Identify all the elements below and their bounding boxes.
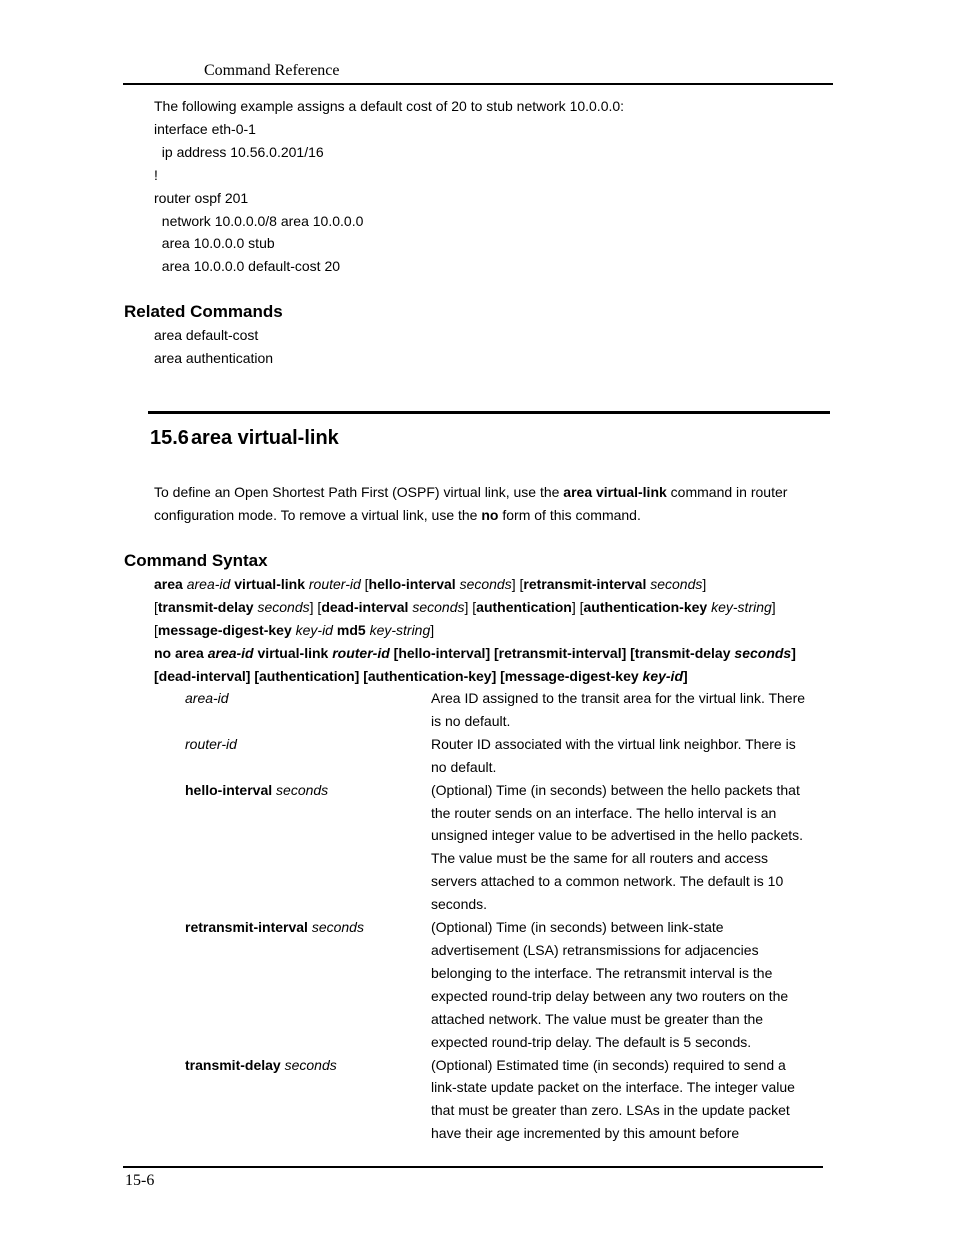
related-command-item: area default-cost — [154, 327, 259, 343]
code-line: area 10.0.0.0 default-cost 20 — [154, 258, 341, 275]
section-description: To define an Open Shortest Path First (OSPF) virtual link, use the area virtual-link command in router configuration mode. To remove a virtual link, use the no form of this command. — [154, 484, 788, 523]
code-line: interface eth-0-1 — [154, 120, 256, 137]
section-rule — [148, 411, 830, 414]
parameter-row — [185, 733, 831, 779]
syntax-line: [transmit-delay seconds] [dead-interval seconds] [authentication] [authentication-key key-string] — [154, 598, 776, 615]
section-title — [150, 427, 339, 450]
syntax-line: area area-id virtual-link router-id [hello-interval seconds] [retransmit-interval seconds] — [154, 576, 707, 592]
parameter-table — [185, 687, 831, 1145]
parameter-description: Area ID assigned to the transit area for the virtual link. There is no default. — [431, 690, 806, 729]
page-number: 15-6 — [125, 1172, 155, 1189]
running-header: Command Reference — [204, 62, 340, 79]
code-line: ! — [154, 166, 158, 183]
parameter-row — [185, 916, 831, 1053]
parameter-row — [185, 779, 831, 916]
example-block — [154, 95, 624, 278]
syntax-line: no area area-id virtual-link router-id [hello-interval] [retransmit-interval] [transmit-delay seconds] — [154, 644, 796, 661]
code-line: area 10.0.0.0 stub — [154, 235, 275, 252]
parameter-row — [185, 687, 831, 733]
code-line: network 10.0.0.0/8 area 10.0.0.0 — [154, 212, 364, 229]
related-command-item: area authentication — [154, 349, 274, 366]
footer-rule — [123, 1166, 823, 1168]
parameter-description: (Optional) Estimated time (in seconds) required to send a link-state update packet on the interface. The integer value that must be greater than zero. LSAs in the update packet have their age incremented by this amount before — [431, 1056, 795, 1142]
code-line: router ospf 201 — [154, 189, 249, 206]
related-commands-heading: Related Commands — [124, 302, 283, 321]
parameter-description: (Optional) Time (in seconds) between link-state advertisement (LSA) retransmissions for adjacencies belonging to the interface. The retransmit interval is the expected round-trip delay between any two routers on the attached network. The value must be greater than the expected round-trip delay. The default is 5 seconds. — [431, 919, 789, 1050]
code-line: ip address 10.56.0.201/16 — [154, 143, 324, 160]
parameter-name: retransmit-interval seconds — [185, 919, 364, 936]
section-name: area virtual-link — [190, 427, 339, 449]
syntax-line: [dead-interval] [authentication] [authentication-key] [message-digest-key key-id] — [154, 667, 688, 684]
parameter-description: (Optional) Time (in seconds) between the hello packets that the router sends on an interface. The hello interval is an unsigned integer value to be advertised in the hello packets. The value must be the same for all routers and access servers attached to a common network. The default is 10 seconds. — [431, 781, 804, 913]
parameter-description: Router ID associated with the virtual link neighbor. There is no default. — [431, 735, 796, 775]
syntax-line: [message-digest-key key-id md5 key-string] — [154, 621, 435, 638]
parameter-name: area-id — [185, 690, 229, 706]
parameter-name: router-id — [185, 735, 237, 752]
example-intro: The following example assigns a default cost of 20 to stub network 10.0.0.0: — [154, 98, 625, 114]
parameter-name: transmit-delay seconds — [185, 1056, 337, 1073]
command-syntax — [154, 573, 844, 688]
command-syntax-heading: Command Syntax — [124, 551, 268, 570]
parameter-row — [185, 1054, 831, 1146]
header-rule — [123, 83, 833, 85]
related-commands-list — [154, 324, 273, 370]
parameter-name: hello-interval seconds — [185, 781, 329, 798]
section-number: 15.6 — [150, 427, 189, 449]
